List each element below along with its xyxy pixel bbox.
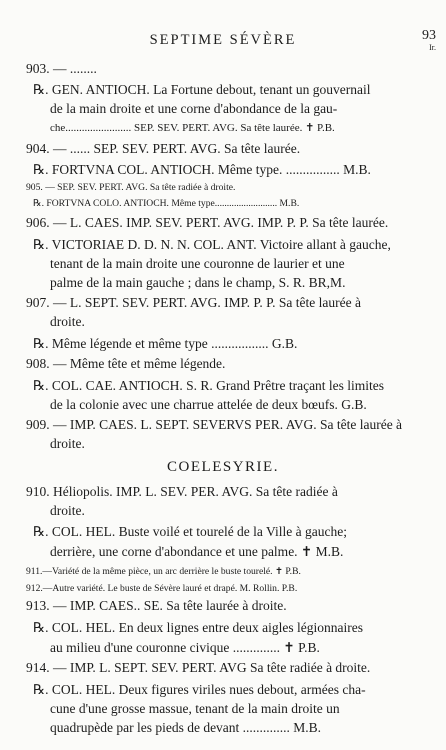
entry-line: ℞. GEN. ANTIOCH. La Fortune debout, tenant un gouvernail — [33, 82, 371, 97]
entry-line: 908. — Même tête et même légende. — [26, 356, 226, 371]
entry-line: derrière, une corne d'abondance et une palme. ✝ M.B. — [50, 544, 344, 559]
page-number — [422, 30, 436, 54]
entry-line: ℞. FORTVNA COL. ANTIOCH. Même type. ................ M.B. — [33, 162, 371, 177]
entry-line: ℞. COL. HEL. En deux lignes entre deux aigles légionnaires — [33, 620, 364, 635]
entry-line: ℞. COL. HEL. Buste voilé et tourelé de la Ville à gauche; — [33, 524, 347, 539]
entry-line: 910. Héliopolis. IMP. L. SEV. PER. AVG. Sa tête radiée à — [26, 484, 338, 499]
entry-line: palme de la main gauche ; dans le champ, S. R. BR,M. — [50, 275, 346, 290]
page-number-value: 93 — [422, 28, 436, 43]
entry-line: 903. — ........ — [26, 61, 97, 76]
entry-line: 909. — IMP. CAES. L. SEPT. SEVERVS PER. AVG. Sa tête laurée à — [26, 417, 403, 432]
entry-line: 914. — IMP. L. SEPT. SEV. PERT. AVG Sa tête radiée à droite. — [26, 660, 371, 675]
entry-line: ℞. FORTVNA COLO. ANTIOCH. Même type.......................... M.B. — [33, 198, 300, 209]
running-header: SEPTIME SÉVÈRE — [149, 32, 297, 48]
entry-line: 906. — L. CAES. IMP. SEV. PERT. AVG. IMP. P. P. Sa tête laurée. — [26, 215, 389, 230]
entry-line: quadrupède par les pieds de devant .............. M.B. — [50, 720, 322, 735]
entry-line: 905. — SEP. SEV. PERT. AVG. Sa tête radiée à droite. — [26, 182, 236, 193]
section-title: COELESYRIE. — [167, 459, 279, 475]
entry-line: 907. — L. SEPT. SEV. PERT. AVG. IMP. P. P. Sa tête laurée à — [26, 295, 361, 310]
entry-line: ℞. COL. CAE. ANTIOCH. S. R. Grand Prêtre traçant les limites — [33, 378, 385, 393]
entry-line: 913. — IMP. CAES.. SE. Sa tête laurée à droite. — [26, 598, 287, 613]
entry-line: ℞. COL. HEL. Deux figures viriles nues debout, armées cha- — [33, 682, 366, 697]
entry-line: droite. — [50, 503, 85, 518]
entry-line: tenant de la main droite une couronne de laurier et une — [50, 256, 345, 271]
entry-line: droite. — [50, 436, 85, 451]
entry-line: ℞. VICTORIAE D. D. N. N. COL. ANT. Victoire allant à gauche, — [33, 237, 391, 252]
entry-line: 912.—Autre variété. Le buste de Sévère lauré et drapé. M. Rollin. P.B. — [26, 583, 298, 594]
entry-line: de la colonie avec une charrue attelée de deux bœufs. G.B. — [50, 397, 367, 412]
entry-line: 904. — ...... SEP. SEV. PERT. AVG. Sa tête laurée. — [26, 141, 301, 156]
entry-line: de la main droite et une corne d'abondance de la gau- — [50, 101, 338, 116]
entry-line: au milieu d'une couronne civique .............. ✝ P.B. — [50, 640, 320, 655]
entry-line: che........................ SEP. SEV. PERT. AVG. Sa tête laurée. ✝ P.B. — [50, 122, 335, 134]
entry-line: droite. — [50, 314, 85, 329]
entry-line: 911.—Variété de la même pièce, un arc derrière le buste tourelé. ✝ P.B. — [26, 566, 301, 577]
entry-line: cune d'une grosse massue, tenant de la main droite un — [50, 701, 340, 716]
page-number-suffix: Ir. — [429, 43, 436, 52]
entry-line: ℞. Même légende et même type ................. G.B. — [33, 336, 298, 351]
